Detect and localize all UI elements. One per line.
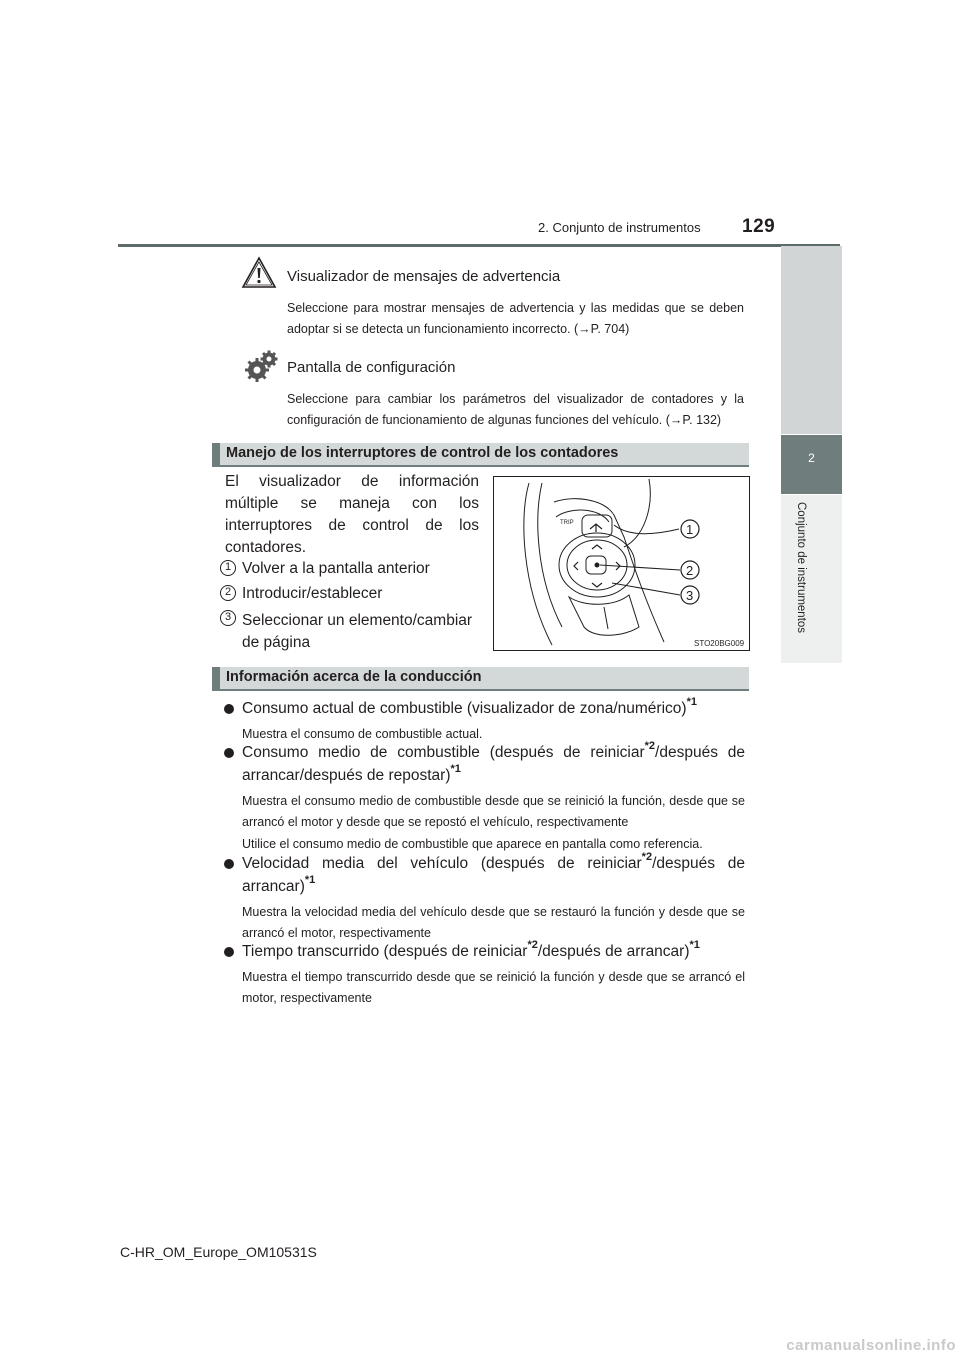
bullet-desc-average-speed: Muestra la velocidad media del vehículo desde que se restauró la función y desde que se arrancó el motor, respectivamente bbox=[242, 905, 745, 940]
steering-switch-illustration bbox=[493, 476, 750, 651]
number-badge-2: 2 bbox=[220, 585, 236, 601]
warning-messages-desc: Seleccione para mostrar mensajes de advertencia y las medidas que se deben adoptar si se detecta un funcionamiento incorrecto. (→P. 704) bbox=[287, 301, 744, 336]
callout-3: 3 bbox=[686, 588, 694, 603]
bullet-dot bbox=[224, 748, 234, 758]
control-item-3: Seleccionar un elemento/cambiar de página bbox=[242, 612, 473, 651]
callout-2: 2 bbox=[686, 563, 694, 578]
document-code: C-HR_OM_Europe_OM10531S bbox=[120, 1244, 317, 1260]
bullet-title-average-speed: Velocidad media del vehículo (después de reiniciar$^{*2}$/después de arrancar)$^{*1}$ bbox=[242, 851, 745, 895]
bullet-dot bbox=[224, 704, 234, 714]
number-badge-1: 1 bbox=[220, 560, 236, 576]
bullet-dot bbox=[224, 947, 234, 957]
side-tab-chapter-label: Conjunto de instrumentos bbox=[795, 502, 807, 634]
bullet-desc-elapsed-time: Muestra el tiempo transcurrido desde que se reinició la función y desde que se arrancó el motor, respectivamente bbox=[242, 970, 745, 1005]
bullet-title-average-fuel: Consumo medio de combustible (después de reiniciar$^{*2}$/después de arrancar/después de repostar)$^{*1}$ bbox=[242, 740, 745, 784]
controls-intro: El visualizador de información múltiple se maneja con los interruptores de control de los contadores. bbox=[225, 473, 479, 556]
section-rule bbox=[212, 465, 749, 467]
bullet-desc-average-fuel-note: Utilice el consumo medio de combustible que aparece en pantalla como referencia. bbox=[242, 837, 703, 851]
bullet-dot bbox=[224, 859, 234, 869]
page-number: 129 bbox=[742, 216, 776, 237]
bullet-title-elapsed-time: Tiempo transcurrido (después de reiniciar$^{*2}$/después de arrancar)$^{*1}$ bbox=[242, 939, 700, 960]
illustration-code: STO20BG009 bbox=[694, 639, 745, 648]
number-badge-3: 3 bbox=[220, 610, 236, 626]
section-rule bbox=[212, 689, 749, 691]
bullet-desc-current-fuel: Muestra el consumo de combustible actual. bbox=[242, 727, 483, 741]
bullet-desc-average-fuel: Muestra el consumo medio de combustible desde que se reinició la función, desde que se arrancó el motor y desde que se repostó el vehículo, respectivamente bbox=[242, 794, 745, 829]
section-header-driving bbox=[212, 667, 749, 689]
warning-messages-title: Visualizador de mensajes de advertencia bbox=[287, 268, 561, 285]
control-item-2: Introducir/establecer bbox=[242, 585, 383, 602]
header-rule bbox=[118, 244, 840, 247]
watermark: carmanualsonline.info bbox=[786, 1337, 956, 1354]
settings-screen-title: Pantalla de configuración bbox=[287, 359, 456, 376]
illustration-trip-label: TRIP bbox=[560, 520, 574, 526]
side-tab-chapter-number: 2 bbox=[808, 451, 815, 465]
section-header-controls bbox=[212, 443, 749, 465]
settings-screen-desc: Seleccione para cambiar los parámetros del visualizador de contadores y la configuración de funcionamiento de algunas funciones del vehículo. (→P. 132) bbox=[287, 392, 744, 427]
warning-triangle-icon bbox=[241, 256, 275, 290]
section-title-driving: Información acerca de la conducción bbox=[226, 669, 482, 685]
section-title-controls: Manejo de los interruptores de control de los contadores bbox=[226, 445, 619, 461]
gears-icon bbox=[244, 350, 278, 384]
callout-1: 1 bbox=[686, 522, 694, 537]
control-item-1: Volver a la pantalla anterior bbox=[242, 560, 430, 577]
bullet-title-current-fuel: Consumo actual de combustible (visualizador de zona/numérico)$^{*1}$ bbox=[242, 696, 697, 717]
side-tab-shade bbox=[781, 246, 842, 434]
running-header-section: 2. Conjunto de instrumentos bbox=[538, 220, 701, 235]
